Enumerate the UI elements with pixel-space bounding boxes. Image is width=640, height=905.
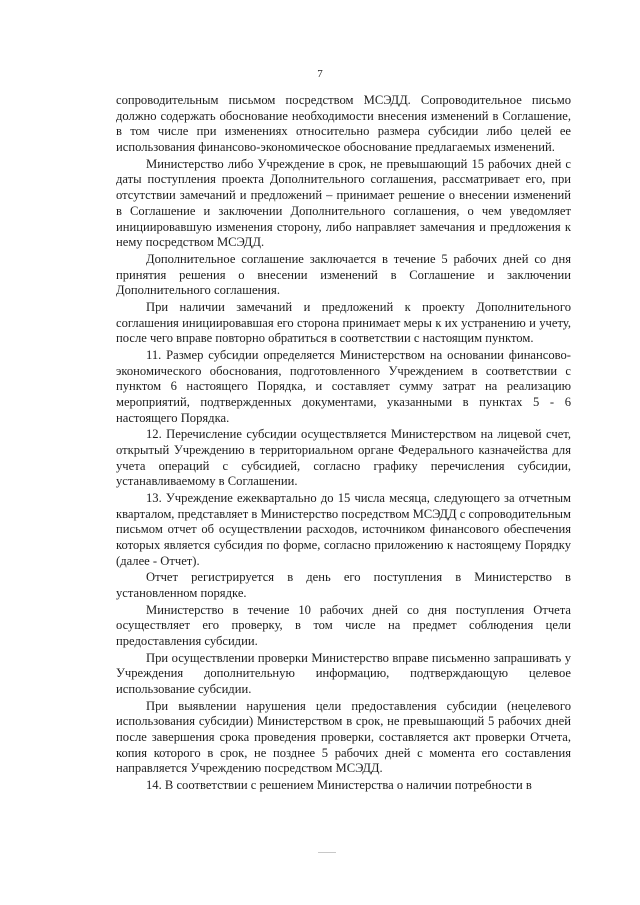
page-number: 7 [317, 68, 323, 80]
paragraph: 12. Перечисление субсидии осуществляется Министерством на лицевой счет, открытый Учреждению в территориальном органе Федерального казначейства для учета операций с субсидией, согласно графику перечисления субсидии, устанавливаемому в Соглашении. [116, 427, 571, 489]
paragraph: 11. Размер субсидии определяется Министерством на основании финансово-экономического обоснования, подготовленного Учреждением в соответствии с пунктом 6 настоящего Порядка, и составляет сумму затрат на реализацию мероприятий, подтвержденных документами, указанными в пунктах 5 - 6 настоящего Порядка. [116, 347, 571, 425]
paragraph: При выявлении нарушения цели предоставления субсидии (нецелевого использования субсидии) Министерством в срок, не превышающий 5 рабочих дней после завершения срока проведения проверки, составляется акт проверки Отчета, копия которого в срок, не позднее 5 рабочих дней с момента его составления направляется Учреждению посредством МСЭДД. [116, 698, 571, 776]
paragraph: 14. В соответствии с решением Министерства о наличии потребности в [146, 778, 532, 793]
paragraph: Отчет регистрируется в день его поступления в Министерство в установленном порядке. [116, 570, 571, 601]
paragraph: Министерство в течение 10 рабочих дней со дня поступления Отчета осуществляет его проверку, в том числе на предмет соблюдения цели предоставления субсидии. [116, 602, 571, 649]
paragraph: сопроводительным письмом посредством МСЭДД. Сопроводительное письмо должно содержать обоснование необходимости внесения изменений в Соглашение, в том числе при изменениях относительно размера субсидии либо целей ее использования финансово-экономическое обоснование предлагаемых изменений. [116, 93, 571, 155]
document-body [116, 93, 571, 795]
scan-artifact-line [318, 852, 336, 853]
paragraph: При осуществлении проверки Министерство вправе письменно запрашивать у Учреждения дополнительную информацию, подтверждающую целевое использование субсидии. [116, 650, 571, 697]
paragraph: Дополнительное соглашение заключается в течение 5 рабочих дней со дня принятия решения о внесении изменений в Соглашение и заключении Дополнительного соглашения. [116, 251, 571, 298]
paragraph: 13. Учреждение ежеквартально до 15 числа месяца, следующего за отчетным кварталом, представляет в Министерство посредством МСЭДД с сопроводительным письмом отчет об осуществлении расходов, источником финансового обеспечения которых является субсидия по форме, согласно приложению к настоящему Порядку (далее - Отчет). [116, 490, 571, 568]
paragraph: При наличии замечаний и предложений к проекту Дополнительного соглашения инициировавшая его сторона принимает меры к их устранению и учету, после чего вправе повторно обратиться в соответствии с настоящим пунктом. [116, 299, 571, 346]
paragraph: Министерство либо Учреждение в срок, не превышающий 15 рабочих дней с даты поступления проекта Дополнительного соглашения, рассматривает его, при отсутствии замечаний и предложений – принимает решение о внесении изменений в Соглашение и заключении Дополнительного соглашения, о чем уведомляет инициировавшую изменения сторону, либо направляет замечания и предложения к нему посредством МСЭДД. [116, 156, 571, 250]
